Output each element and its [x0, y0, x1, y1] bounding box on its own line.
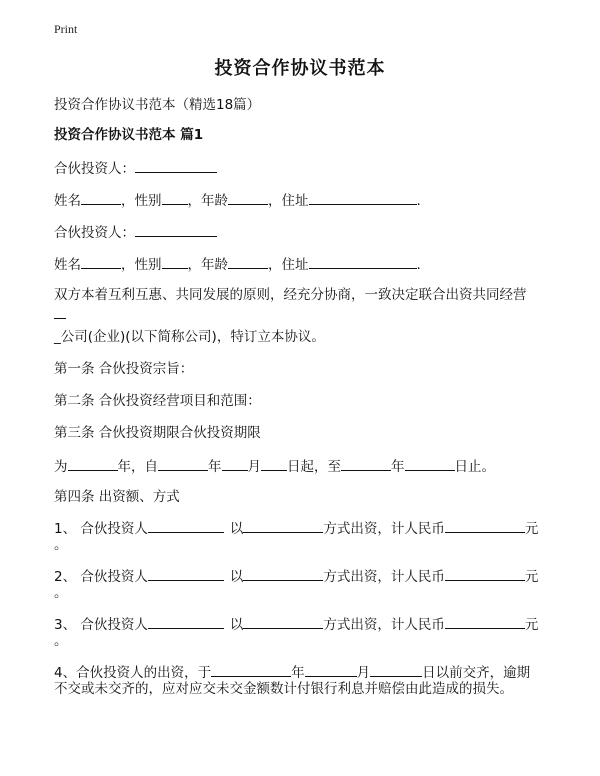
method-label: 方式出资，计人民币: [323, 569, 445, 585]
partner-label: 合伙投资人：: [54, 161, 135, 177]
address-blank: [309, 254, 417, 269]
deadline-month-label: 月: [356, 665, 371, 681]
section-heading: 投资合作协议书范本 篇1: [54, 127, 204, 143]
age-label: ，年龄: [187, 193, 228, 209]
contribution-line-1: [54, 518, 538, 538]
yi-label: 以: [229, 569, 244, 585]
end-day-label: 日止。: [454, 459, 495, 475]
name-blank: [81, 190, 121, 205]
start-day-blank: [261, 456, 287, 471]
partner-blank: [135, 158, 217, 173]
gender-blank: [162, 254, 188, 269]
term-wei: 为: [54, 459, 68, 475]
contribution-line-2: [54, 566, 538, 586]
period-mark: .: [416, 193, 421, 209]
deadline-day-blank: [370, 662, 422, 677]
method-blank: [243, 566, 323, 581]
article-2: 第二条 合伙投资经营项目和范围：: [54, 393, 261, 409]
investor-blank: [148, 566, 224, 581]
document-subtitle: 投资合作协议书范本（精选18篇）: [54, 97, 261, 113]
term-years-blank: [68, 456, 118, 471]
gender-label: ，性别: [121, 257, 162, 273]
contribution-label: 2、 合伙投资人: [54, 569, 148, 585]
name-blank: [81, 254, 121, 269]
investor-blank: [148, 614, 224, 629]
method-blank: [243, 518, 323, 533]
method-label: 方式出资，计人民币: [323, 617, 445, 633]
deadline-year-blank: [211, 662, 291, 677]
partner-info-line-1: [54, 190, 421, 210]
deadline-year-label: 年: [291, 665, 305, 681]
name-label: 姓名: [54, 257, 81, 273]
contribution-label: 3、 合伙投资人: [54, 617, 148, 633]
partner-label: 合伙投资人：: [54, 225, 135, 241]
start-day-label: 日起，至: [287, 459, 341, 475]
company-blank: [54, 304, 66, 319]
yuan-label: 元: [524, 521, 539, 537]
end-year-label: 年: [391, 459, 405, 475]
article-1: 第一条 合伙投资宗旨：: [54, 361, 194, 377]
amount-blank: [445, 614, 525, 629]
end-year-blank: [341, 456, 391, 471]
item-4-line-1: [54, 662, 530, 682]
yuan-label: 元: [524, 569, 539, 585]
address-label: ，住址: [268, 257, 309, 273]
amount-blank: [445, 518, 525, 533]
deadline-month-blank: [305, 662, 357, 677]
start-month-label: 月: [247, 459, 261, 475]
yi-label: 以: [229, 521, 244, 537]
term-line: [54, 456, 495, 476]
partner-line-1: [54, 158, 217, 178]
gender-blank: [162, 190, 188, 205]
amount-blank: [445, 566, 525, 581]
item-4-line-2: 不交或未交齐的，应对应交未交金额数计付银行利息并赔偿由此造成的损失。: [54, 681, 513, 697]
agreement-blank-line: [54, 304, 66, 324]
item-4-suffix: 日以前交齐，逾期: [422, 665, 531, 681]
item-4-prefix: 4、合伙投资人的出资，于: [54, 665, 212, 681]
address-blank: [309, 190, 417, 205]
method-label: 方式出资，计人民币: [323, 521, 445, 537]
yuan-label: 元: [524, 617, 539, 633]
address-label: ，住址: [268, 193, 309, 209]
gender-label: ，性别: [121, 193, 162, 209]
contribution-line-3: [54, 614, 538, 634]
article-3: 第三条 合伙投资期限合伙投资期限: [54, 425, 261, 441]
investor-blank: [148, 518, 224, 533]
article-4: 第四条 出资额、方式: [54, 489, 180, 505]
document-title: 投资合作协议书范本: [214, 58, 386, 79]
yi-label: 以: [229, 617, 244, 633]
age-blank: [228, 254, 268, 269]
term-year-label: 年，自: [117, 459, 158, 475]
partner-blank: [135, 222, 217, 237]
name-label: 姓名: [54, 193, 81, 209]
start-year-label: 年: [208, 459, 222, 475]
agreement-line-2: _公司(企业)(以下简称公司)，特订立本协议。: [54, 329, 325, 345]
contribution-end-2: 。: [54, 585, 68, 601]
contribution-end-1: 。: [54, 537, 68, 553]
agreement-line-1: 双方本着互利互惠、共同发展的原则，经充分协商，一致决定联合出资共同经营: [54, 287, 527, 303]
contribution-label: 1、 合伙投资人: [54, 521, 148, 537]
start-year-blank: [158, 456, 208, 471]
contribution-end-3: 。: [54, 633, 68, 649]
print-link[interactable]: Print: [54, 22, 78, 36]
partner-line-2: [54, 222, 217, 242]
age-blank: [228, 190, 268, 205]
partner-info-line-2: [54, 254, 421, 274]
method-blank: [243, 614, 323, 629]
end-day-blank: [405, 456, 455, 471]
age-label: ，年龄: [187, 257, 228, 273]
period-mark: .: [416, 257, 421, 273]
start-month-blank: [222, 456, 248, 471]
